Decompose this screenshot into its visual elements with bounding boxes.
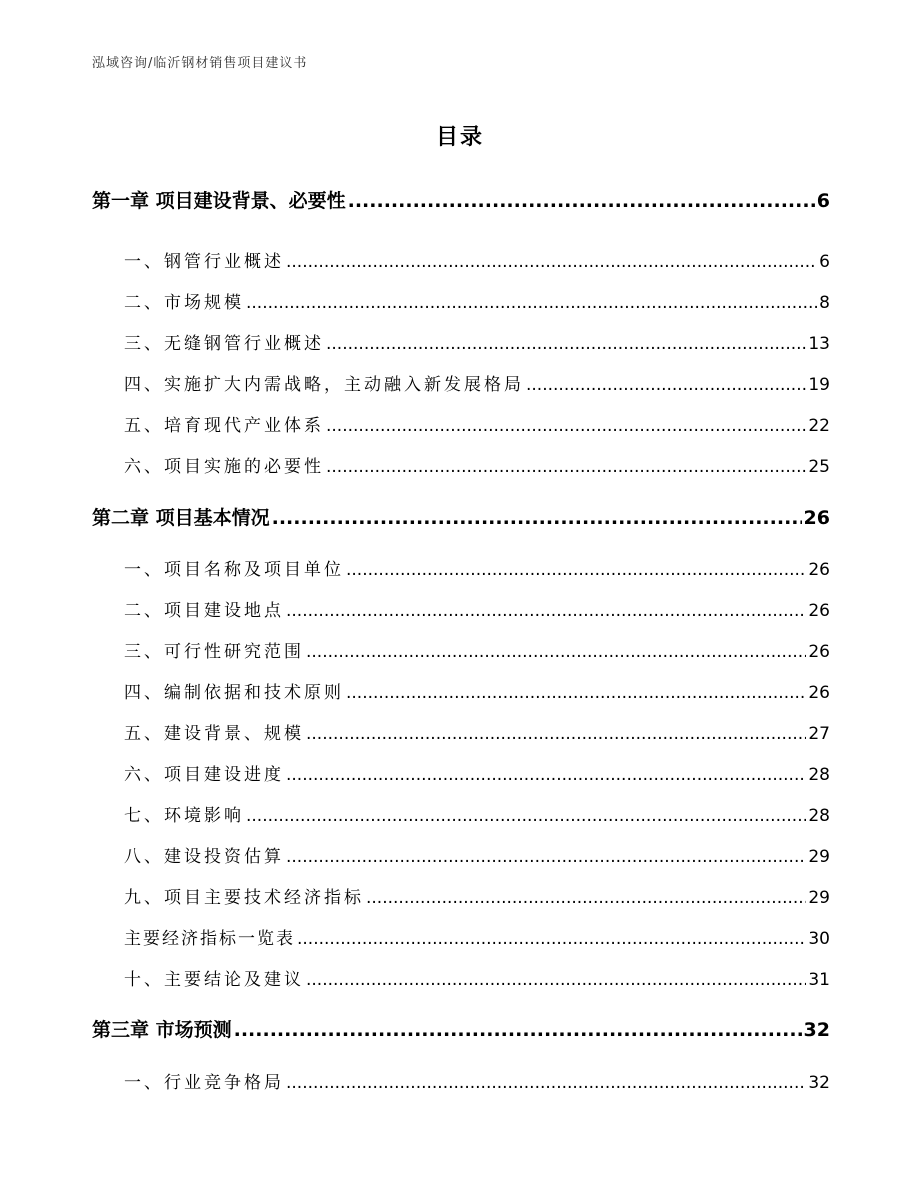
toc-leader-dots bbox=[286, 847, 806, 867]
toc-section[interactable] bbox=[92, 288, 830, 313]
toc-section-number: 五、 bbox=[124, 724, 164, 744]
toc-entry-label: 项目主要技术经济指标 bbox=[164, 888, 364, 908]
toc-page-number: 29 bbox=[808, 888, 830, 908]
toc-page-number: 28 bbox=[808, 806, 830, 826]
toc-section[interactable] bbox=[92, 883, 830, 908]
toc-section[interactable] bbox=[92, 760, 830, 785]
toc-section[interactable] bbox=[92, 842, 830, 867]
toc-page-number: 29 bbox=[808, 847, 830, 867]
toc-page-number: 25 bbox=[808, 457, 830, 477]
toc-entry-label: 项目实施的必要性 bbox=[164, 457, 324, 477]
toc-section[interactable] bbox=[92, 555, 830, 580]
toc-page-number: 28 bbox=[808, 765, 830, 785]
toc-entry-label: 建设背景、规模 bbox=[164, 724, 304, 744]
toc-page-number: 30 bbox=[808, 929, 830, 949]
toc-section-number: 六、 bbox=[124, 457, 164, 477]
toc-entry-label: 第二章 项目基本情况 bbox=[92, 507, 270, 529]
toc-entry-label: 建设投资估算 bbox=[164, 847, 284, 867]
toc-page-number: 19 bbox=[808, 375, 830, 395]
toc-page-number: 32 bbox=[803, 1019, 830, 1041]
toc-entry-label: 编制依据和技术原则 bbox=[164, 683, 344, 703]
toc-section[interactable] bbox=[92, 370, 830, 395]
toc-section[interactable] bbox=[92, 719, 830, 744]
toc-entry-label: 培育现代产业体系 bbox=[164, 416, 324, 436]
toc-leader-dots bbox=[326, 334, 806, 354]
toc-leader-dots bbox=[346, 560, 806, 580]
toc-section-number: 一、 bbox=[124, 560, 164, 580]
toc-leader-dots bbox=[306, 642, 806, 662]
toc-entry-label: 无缝钢管行业概述 bbox=[164, 334, 324, 354]
toc-section[interactable] bbox=[92, 801, 830, 826]
toc-section[interactable] bbox=[92, 411, 830, 436]
toc-page-number: 26 bbox=[808, 560, 830, 580]
toc-section-number: 四、 bbox=[124, 375, 164, 395]
toc-entry-label: 主要结论及建议 bbox=[164, 970, 304, 990]
toc-section[interactable] bbox=[92, 596, 830, 621]
toc-page-number: 26 bbox=[808, 683, 830, 703]
toc-entry-label: 项目建设进度 bbox=[164, 765, 284, 785]
toc-leader-dots bbox=[297, 929, 806, 949]
toc-page-number: 8 bbox=[819, 293, 830, 313]
toc-page-number: 26 bbox=[803, 507, 830, 529]
table-of-contents bbox=[92, 0, 830, 1191]
toc-section-number: 九、 bbox=[124, 888, 164, 908]
toc-section[interactable] bbox=[92, 637, 830, 662]
toc-leader-dots bbox=[526, 375, 806, 395]
toc-page-number: 22 bbox=[808, 416, 830, 436]
toc-leader-dots bbox=[272, 507, 802, 529]
toc-title: 目录 bbox=[435, 125, 484, 150]
toc-entry-label: 实施扩大内需战略，主动融入新发展格局 bbox=[164, 375, 524, 395]
toc-section-number: 二、 bbox=[124, 601, 164, 621]
toc-entry-label: 环境影响 bbox=[164, 806, 244, 826]
toc-chapter-1[interactable] bbox=[92, 186, 830, 213]
toc-section-number: 六、 bbox=[124, 765, 164, 785]
toc-leader-dots bbox=[346, 683, 806, 703]
toc-section[interactable] bbox=[92, 452, 830, 477]
toc-section[interactable] bbox=[92, 924, 830, 949]
toc-leader-dots bbox=[286, 765, 806, 785]
toc-page-number: 27 bbox=[808, 724, 830, 744]
toc-section-number: 五、 bbox=[124, 416, 164, 436]
toc-leader-dots bbox=[306, 724, 806, 744]
toc-page-number: 13 bbox=[808, 334, 830, 354]
toc-section[interactable] bbox=[92, 247, 830, 272]
toc-section[interactable] bbox=[92, 1068, 830, 1093]
toc-section-number: 一、 bbox=[124, 1073, 164, 1093]
toc-section-number: 二、 bbox=[124, 293, 164, 313]
toc-leader-dots bbox=[326, 416, 806, 436]
toc-entry-label: 行业竞争格局 bbox=[164, 1073, 284, 1093]
toc-section-number: 一、 bbox=[124, 252, 164, 272]
toc-leader-dots bbox=[286, 252, 817, 272]
toc-entry-label: 主要经济指标一览表 bbox=[124, 929, 295, 949]
toc-page-number: 6 bbox=[819, 252, 830, 272]
toc-entry-label: 项目名称及项目单位 bbox=[164, 560, 344, 580]
toc-leader-dots bbox=[326, 457, 806, 477]
toc-entry-label: 钢管行业概述 bbox=[164, 252, 284, 272]
toc-section-number: 七、 bbox=[124, 806, 164, 826]
toc-entry-label: 项目建设地点 bbox=[164, 601, 284, 621]
toc-leader-dots bbox=[366, 888, 806, 908]
toc-entry-label: 可行性研究范围 bbox=[164, 642, 304, 662]
toc-section-number: 八、 bbox=[124, 847, 164, 867]
toc-page-number: 31 bbox=[808, 970, 830, 990]
toc-section-number: 四、 bbox=[124, 683, 164, 703]
toc-leader-dots bbox=[246, 293, 817, 313]
toc-leader-dots bbox=[246, 806, 806, 826]
toc-leader-dots bbox=[234, 1019, 802, 1041]
toc-section-number: 三、 bbox=[124, 642, 164, 662]
toc-entry-label: 市场规模 bbox=[164, 293, 244, 313]
toc-leader-dots bbox=[348, 190, 815, 212]
toc-entry-label: 第三章 市场预测 bbox=[92, 1019, 232, 1041]
toc-chapter-3[interactable] bbox=[92, 1015, 830, 1042]
toc-page-number: 26 bbox=[808, 642, 830, 662]
toc-section-number: 十、 bbox=[124, 970, 164, 990]
toc-leader-dots bbox=[306, 970, 806, 990]
toc-page-number: 26 bbox=[808, 601, 830, 621]
toc-leader-dots bbox=[286, 601, 806, 621]
toc-section[interactable] bbox=[92, 329, 830, 354]
toc-section[interactable] bbox=[92, 965, 830, 990]
toc-entry-label: 第一章 项目建设背景、必要性 bbox=[92, 190, 346, 212]
toc-section-number: 三、 bbox=[124, 334, 164, 354]
toc-section[interactable] bbox=[92, 678, 830, 703]
toc-page-number: 32 bbox=[808, 1073, 830, 1093]
toc-leader-dots bbox=[286, 1073, 806, 1093]
toc-page-number: 6 bbox=[816, 190, 830, 212]
toc-chapter-2[interactable] bbox=[92, 503, 830, 530]
page-header: 泓域咨询/临沂钢材销售项目建议书 bbox=[92, 56, 308, 71]
